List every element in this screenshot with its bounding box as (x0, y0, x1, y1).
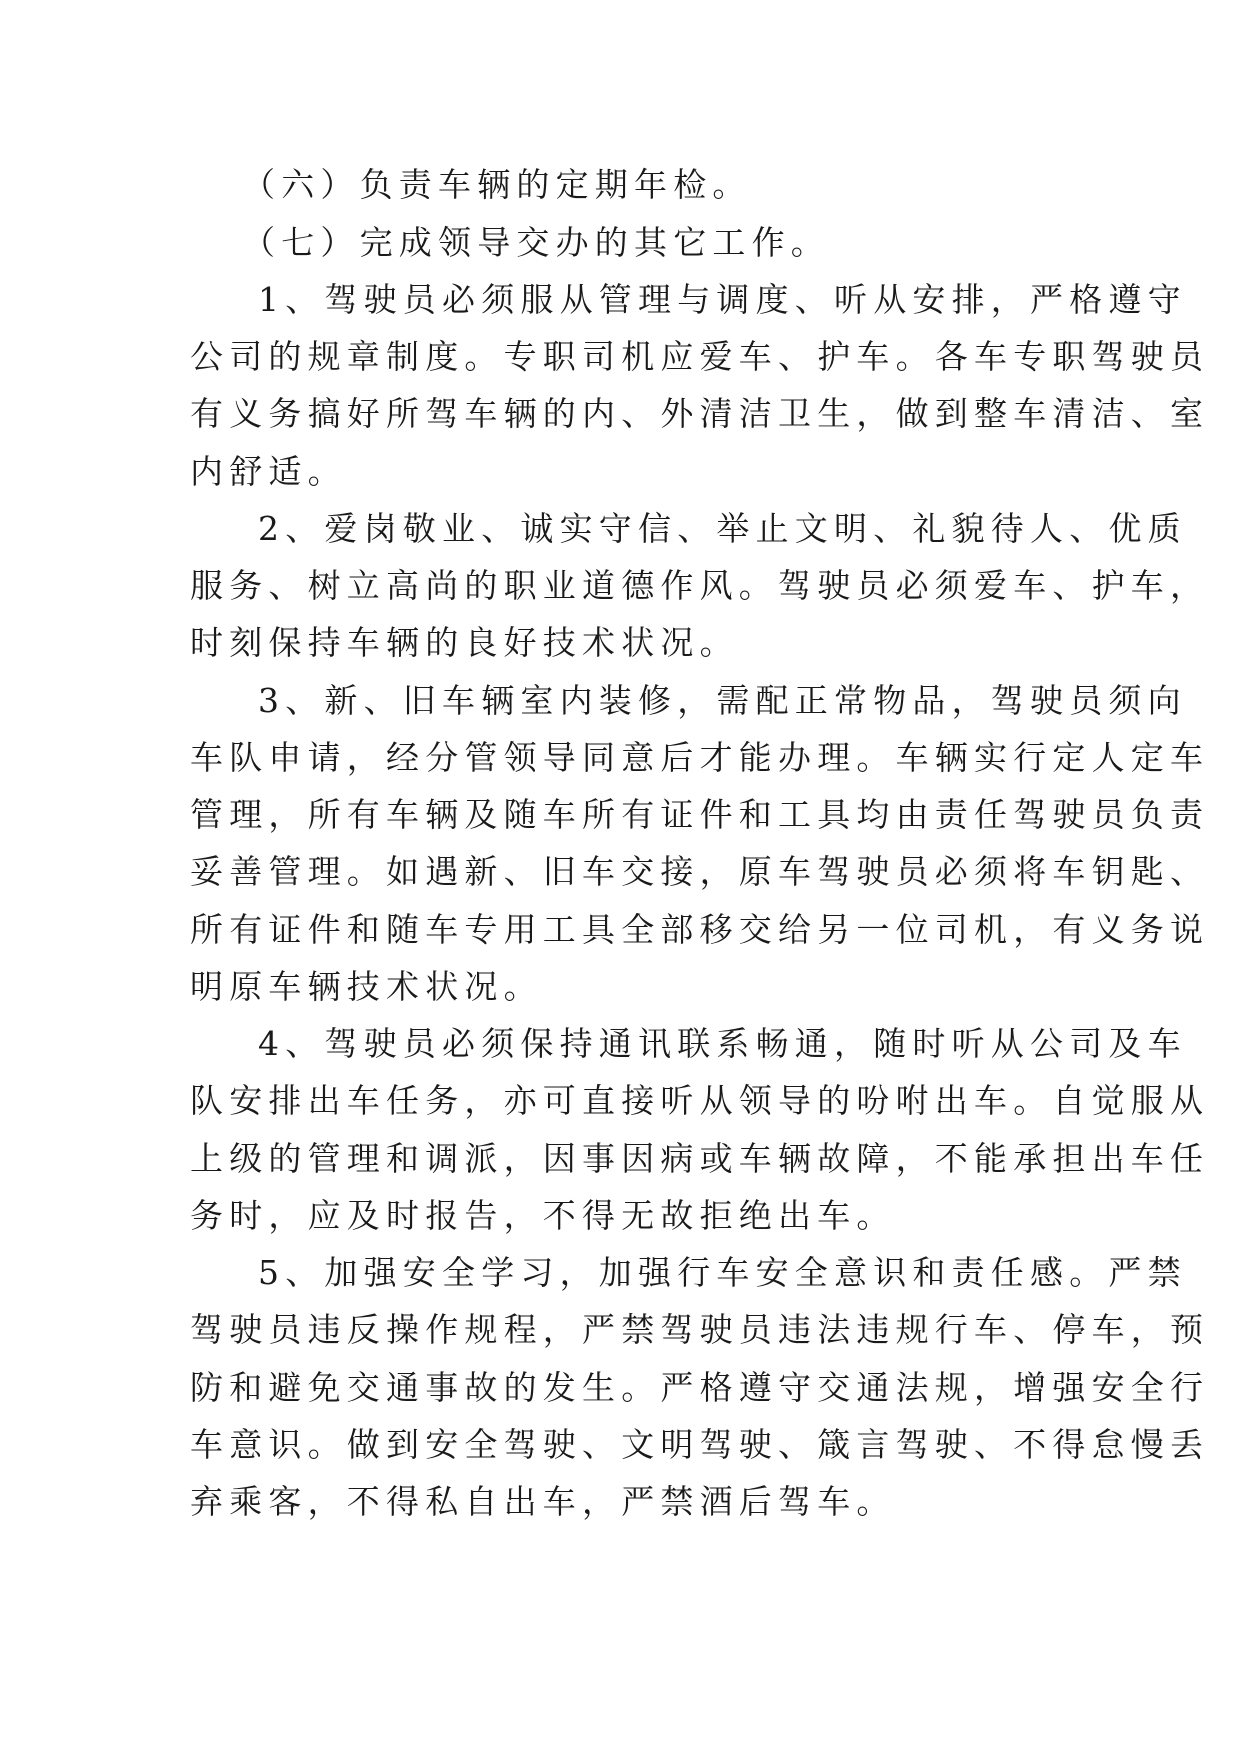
text-line: 车意识。做到安全驾驶、文明驾驶、箴言驾驶、不得怠慢丢 (190, 1425, 1210, 1464)
text-line: 5、加强安全学习，加强行车安全意识和责任感。严禁 (258, 1253, 1187, 1292)
text-line: 队安排出车任务，亦可直接听从领导的吩咐出车。自觉服从 (190, 1081, 1210, 1120)
text-line: 务时，应及时报告，不得无故拒绝出车。 (190, 1196, 896, 1235)
text-line: （六）负责车辆的定期年检。 (242, 165, 752, 204)
text-line: 2、爱岗敬业、诚实守信、举止文明、礼貌待人、优质 (258, 509, 1187, 548)
text-line: 3、新、旧车辆室内装修，需配正常物品，驾驶员须向 (258, 681, 1187, 720)
text-line: 弃乘客，不得私自出车，严禁酒后驾车。 (190, 1482, 896, 1521)
text-line: 4、驾驶员必须保持通讯联系畅通，随时听从公司及车 (258, 1024, 1187, 1063)
text-line: 防和避免交通事故的发生。严格遵守交通法规，增强安全行 (190, 1368, 1210, 1407)
text-line: 上级的管理和调派，因事因病或车辆故障，不能承担出车任 (190, 1139, 1210, 1178)
text-line: 驾驶员违反操作规程，严禁驾驶员违法违规行车、停车，预 (190, 1310, 1210, 1349)
text-line: 时刻保持车辆的良好技术状况。 (190, 623, 739, 662)
text-line: 车队申请，经分管领导同意后才能办理。车辆实行定人定车 (190, 738, 1210, 777)
text-line: 管理，所有车辆及随车所有证件和工具均由责任驾驶员负责 (190, 795, 1210, 834)
text-line: 所有证件和随车专用工具全部移交给另一位司机，有义务说 (190, 910, 1210, 949)
text-line: 公司的规章制度。专职司机应爱车、护车。各车专职驾驶员 (190, 337, 1210, 376)
text-line: 有义务搞好所驾车辆的内、外清洁卫生，做到整车清洁、室 (190, 394, 1210, 433)
text-line: 内舒适。 (190, 452, 347, 491)
text-line: 明原车辆技术状况。 (190, 967, 543, 1006)
text-line: 妥善管理。如遇新、旧车交接，原车驾驶员必须将车钥匙、 (190, 852, 1210, 891)
text-line: 1、驾驶员必须服从管理与调度、听从安排，严格遵守 (258, 280, 1187, 319)
text-line: 服务、树立高尚的职业道德作风。驾驶员必须爱车、护车， (190, 566, 1210, 605)
text-line: （七）完成领导交办的其它工作。 (242, 223, 830, 262)
